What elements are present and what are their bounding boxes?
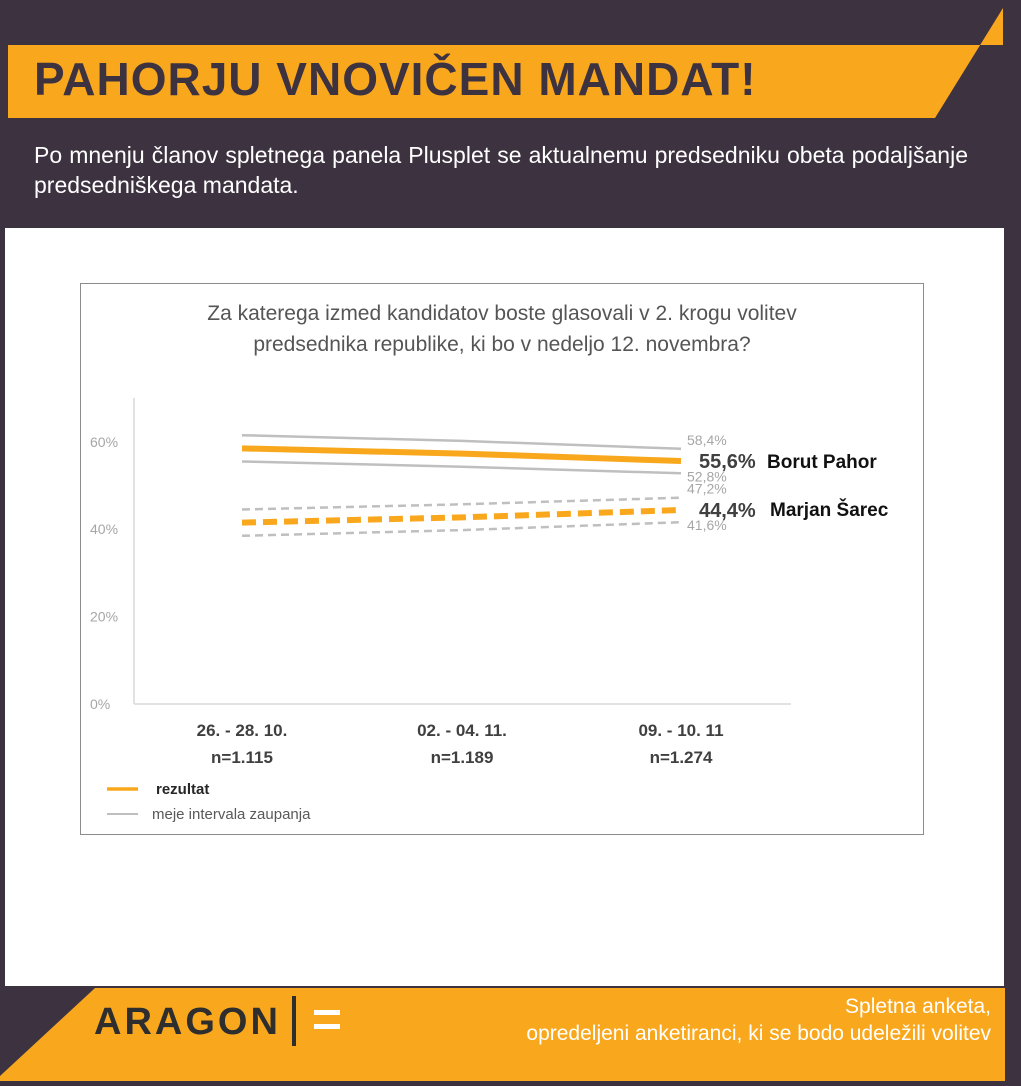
series-line-interval xyxy=(242,522,681,536)
x-category-n-label: n=1.115 xyxy=(211,748,273,767)
series-end-value-label: 44,4% xyxy=(699,499,756,522)
series-line-interval xyxy=(242,435,681,449)
y-tick-label: 40% xyxy=(90,521,119,538)
y-tick-label: 20% xyxy=(90,608,119,625)
x-category-label: 09. - 10. 11 xyxy=(638,721,724,740)
legend-label: rezultat xyxy=(156,781,210,798)
interval-end-value-label: 41,6% xyxy=(687,517,727,534)
series-line-interval xyxy=(242,498,681,510)
y-tick-label: 60% xyxy=(90,433,119,450)
aragon-logo: ARAGON xyxy=(94,1001,281,1043)
footer-note xyxy=(526,993,991,1047)
series-line-result xyxy=(242,448,681,461)
interval-end-value-label: 58,4% xyxy=(687,431,727,448)
legend-label: meje intervala zaupanja xyxy=(152,806,311,823)
x-category-n-label: n=1.274 xyxy=(649,748,713,767)
interval-end-value-label: 52,8% xyxy=(687,468,727,485)
series-line-result xyxy=(242,510,681,523)
series-line-interval xyxy=(242,462,681,474)
candidate-name-label: Borut Pahor xyxy=(767,452,877,474)
logo-divider xyxy=(292,996,296,1046)
x-category-n-label: n=1.189 xyxy=(430,748,494,767)
equals-icon xyxy=(314,1010,340,1038)
candidate-name-label: Marjan Šarec xyxy=(770,499,889,521)
line-chart xyxy=(80,283,924,835)
footer-note-line-2: opredeljeni anketiranci, ki se bodo udeležili volitev xyxy=(526,1022,991,1045)
page-title: PAHORJU VNOVIČEN MANDAT! xyxy=(34,53,757,105)
x-category-label: 26. - 28. 10. xyxy=(196,721,288,740)
chart-title-line-1: Za katerega izmed kandidatov boste glasovali v 2. krogu volitev xyxy=(207,302,797,325)
chart-title-line-2: predsednika republike, ki bo v nedeljo 12. novembra? xyxy=(253,333,751,356)
footer-note-line-1: Spletna anketa, xyxy=(845,995,991,1018)
x-category-label: 02. - 04. 11. xyxy=(417,721,507,740)
interval-end-value-label: 47,2% xyxy=(687,480,727,497)
page-subtitle: Po mnenju članov spletnega panela Plusplet se aktualnemu predsedniku obeta podaljšanje predsedniškega mandata. xyxy=(34,142,968,198)
series-end-value-label: 55,6% xyxy=(699,451,756,474)
y-tick-label: 0% xyxy=(90,696,111,712)
